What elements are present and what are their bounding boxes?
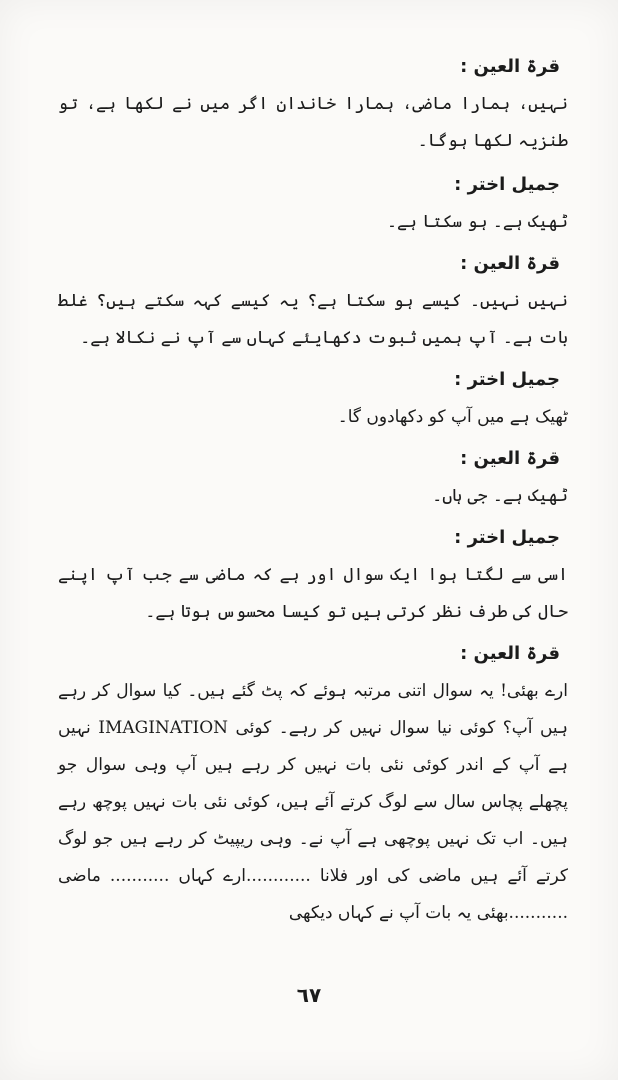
dialogue-text: اسی سے لگتا ہوا ایک سوال اور ہے کہ ماضی سے جب آپ اپنے حال کی طرف نظر کرتی ہیں تو کیسا محسوس ہوتا ہے۔	[58, 565, 568, 622]
dialogue-text: نہیں، ہمارا ماضی، ہمارا خاندان اگر میں نے لکھا ہے، تو طنزیہ لکھا ہوگا۔	[58, 94, 568, 151]
speaker-label: جمیل اختر :	[454, 174, 560, 195]
speaker-label: جمیل اختر :	[454, 527, 560, 548]
dialogue-block-6	[58, 525, 568, 631]
dialogue-block-7	[58, 641, 568, 932]
dialogue-block-1	[58, 54, 568, 160]
speaker-label: جمیل اختر :	[454, 369, 560, 390]
speaker-label: قرۃ العین :	[460, 253, 560, 274]
dialogue-block-2	[58, 172, 568, 241]
dialogue-text: نہیں نہیں۔ کیسے ہو سکتا ہے؟ یہ کیسے کہہ سکتے ہیں؟ غلط بات ہے۔ آپ ہمیں ثبوت دکھایئے کہاں سے آپ نے نکالا ہے۔	[58, 291, 568, 348]
speaker-label: قرۃ العین :	[460, 56, 560, 77]
dialogue-text: ارے بھئی! یہ سوال اتنی مرتبہ ہوئے کہ پٹ گئے ہیں۔ کیا سوال کر رہے ہیں آپ؟ کوئی نیا سوال نہیں کر رہے۔ کوئی IMAGINATION نہیں ہے آپ کے اندر کوئی نئی بات نہیں کر رہے ہیں آپ وہی سوال جو پچھلے پچاس سال سے لوگ کرتے آئے ہیں، کوئی نئی بات نہیں پوچھ رہے ہیں۔ اب تک نہیں پوچھی ہے آپ نے۔ وہی ریپیٹ کر رہے ہیں جو لوگ کرتے آئے ہیں ماضی کی اور فلانا ............ارے کہاں ........... ماضی ...........بھئی یہ بات آپ نے کہاں دیکھی	[58, 681, 568, 923]
dialogue-text: ٹھیک ہے میں آپ کو دکھادوں گا۔	[337, 407, 568, 427]
dialogue-text: ٹھیک ہے۔ جی ہاں۔	[432, 486, 568, 506]
dialogue-block-4	[58, 367, 568, 436]
page-content	[58, 54, 568, 942]
speaker-label: قرۃ العین :	[460, 448, 560, 469]
speaker-label: قرۃ العین :	[460, 643, 560, 664]
page-number: ٦٧	[296, 983, 322, 1007]
dialogue-block-5	[58, 446, 568, 515]
dialogue-text: ٹھیک ہے۔ ہو سکتا ہے۔	[387, 212, 568, 232]
dialogue-block-3	[58, 251, 568, 357]
